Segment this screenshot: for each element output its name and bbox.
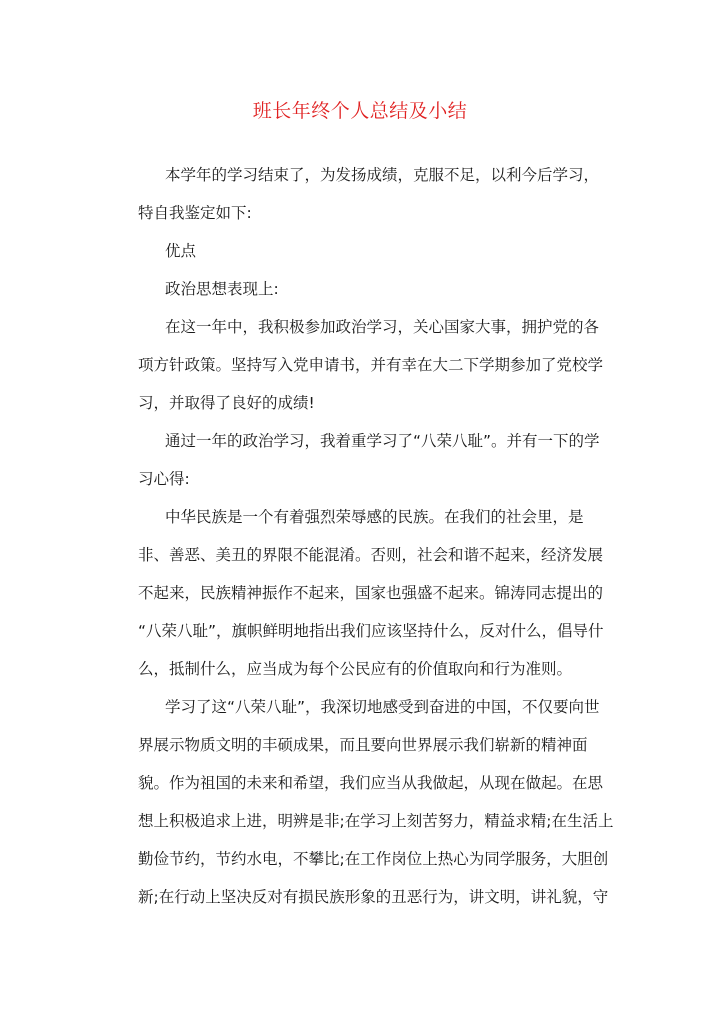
line-text: 本学年的学习结束了，为发扬成绩，克服不足，以利今后学习， (165, 166, 600, 184)
line-text: 界展示物质文明的丰硕成果，而且要向世界展示我们崭新的精神面 (138, 736, 588, 754)
line-text: 项方针政策。坚持写入党申请书，并有幸在大二下学期参加了党校学 (138, 356, 604, 374)
paragraph-line (0, 540, 720, 570)
paragraph-line (0, 274, 720, 304)
line-text: 勤俭节约，节约水电，不攀比;在工作岗位上热心为同学服务，大胆创 (138, 850, 609, 868)
line-text: 习，并取得了良好的成绩! (138, 394, 315, 412)
paragraph-line (0, 692, 720, 722)
paragraph-line (0, 882, 720, 912)
line-text: 中华民族是一个有着强烈荣辱感的民族。在我们的社会里，是 (165, 508, 584, 526)
paragraph-line (0, 198, 720, 228)
line-text: 貌。作为祖国的未来和希望，我们应当从我做起，从现在做起。在思 (138, 774, 604, 792)
line-text: 学习了这“八荣八耻”，我深切地感受到奋进的中国，不仅要向世 (165, 698, 600, 716)
line-text: “八荣八耻”，旗帜鲜明地指出我们应该坚持什么，反对什么，倡导什 (138, 622, 604, 640)
line-text: 特自我鉴定如下: (138, 204, 252, 222)
paragraph-line (0, 388, 720, 418)
paragraph-line (0, 578, 720, 608)
line-text: 通过一年的政治学习，我着重学习了“八荣八耻”。并有一下的学 (165, 432, 600, 450)
paragraph-line (0, 806, 720, 836)
paragraph-line (0, 730, 720, 760)
paragraph-line (0, 464, 720, 494)
line-text: 优点 (165, 242, 197, 260)
paragraph-line (0, 616, 720, 646)
paragraph-line (0, 502, 720, 532)
paragraph-line (0, 844, 720, 874)
line-text: 在这一年中，我积极参加政治学习，关心国家大事，拥护党的各 (165, 318, 600, 336)
paragraph-line (0, 312, 720, 342)
paragraph-line (0, 768, 720, 798)
paragraph-line (0, 654, 720, 684)
line-text: 政治思想表现上: (165, 280, 279, 298)
line-text: 新;在行动上坚决反对有损民族形象的丑恶行为，讲文明，讲礼貌，守 (138, 888, 609, 906)
line-text: 习心得: (138, 470, 190, 488)
line-text: 想上积极追求上进，明辨是非;在学习上刻苦努力，精益求精;在生活上 (138, 812, 614, 830)
paragraph-line (0, 350, 720, 380)
line-text: 么，抵制什么，应当成为每个公民应有的价值取向和行为准则。 (138, 660, 573, 678)
line-text: 非、善恶、美丑的界限不能混淆。否则，社会和谐不起来，经济发展 (138, 546, 604, 564)
paragraph-line (0, 236, 720, 266)
line-text: 不起来，民族精神振作不起来，国家也强盛不起来。锦涛同志提出的 (138, 584, 604, 602)
document-title: 班长年终个人总结及小结 (252, 100, 468, 122)
paragraph-line (0, 426, 720, 456)
paragraph-line (0, 160, 720, 190)
